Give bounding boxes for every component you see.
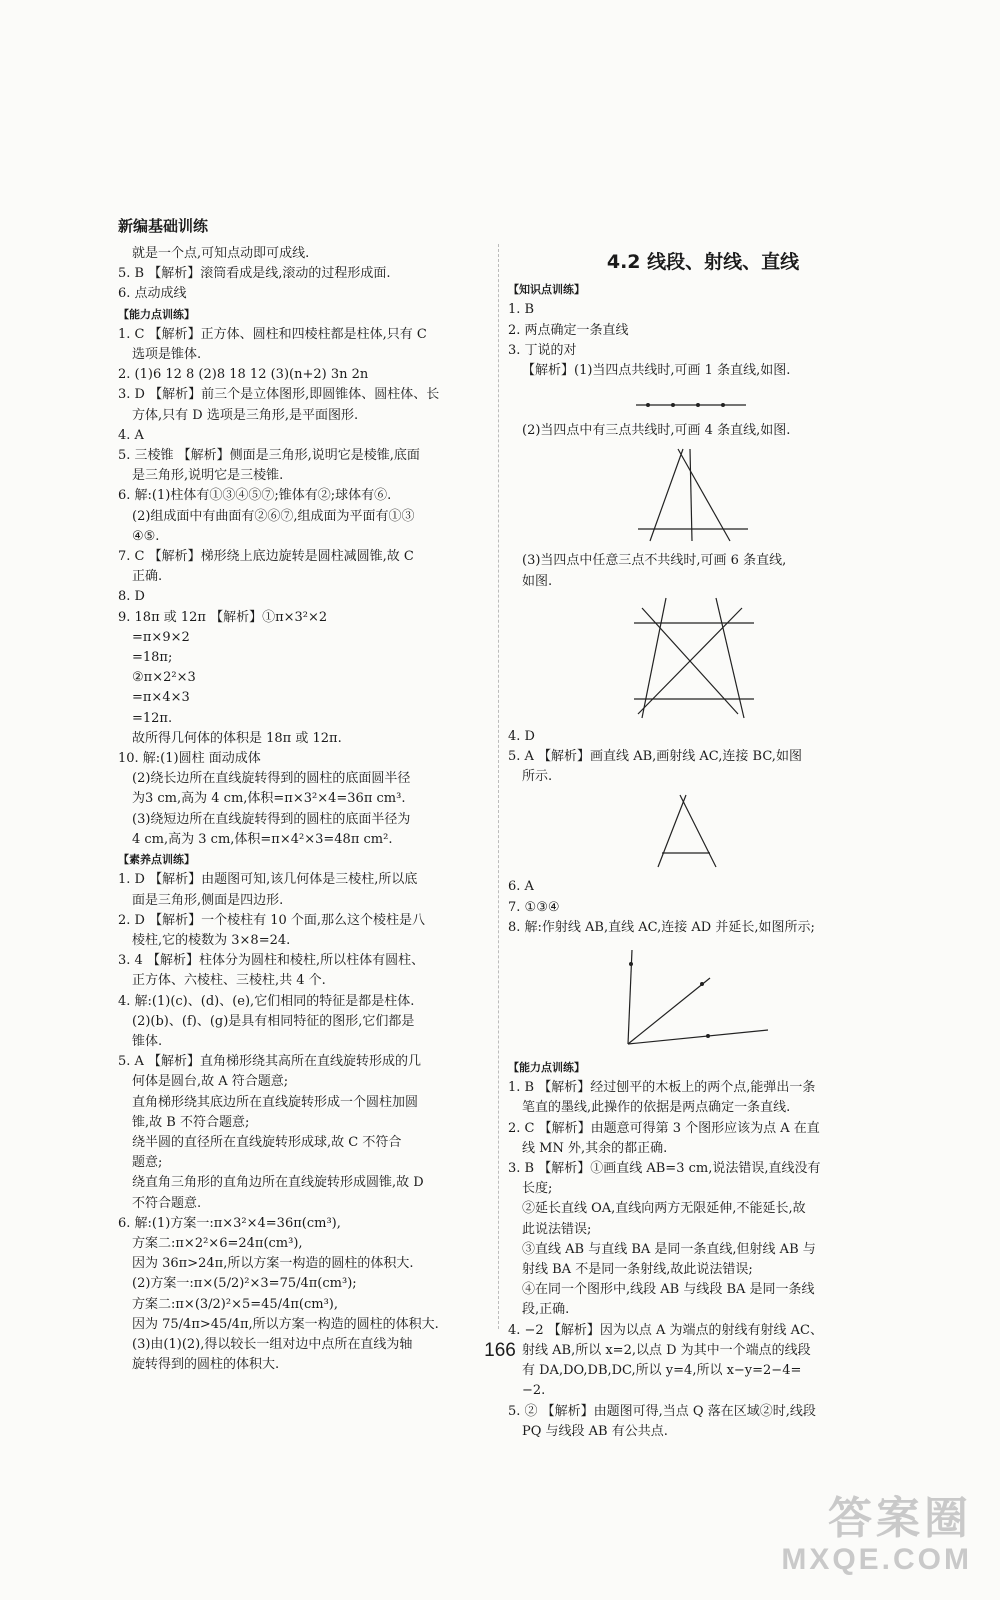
text-line: 3. 丁说的对 (508, 342, 577, 358)
text-line: 是三角形,说明它是三棱锥. (132, 468, 284, 484)
text-line: 4. D (508, 728, 535, 744)
page-number: 166 (484, 1340, 516, 1361)
text-line: 1. B 【解析】经过刨平的木板上的两个点,能弹出一条 (508, 1080, 816, 1096)
text-line: −2. (522, 1383, 546, 1399)
figure-triangle (508, 791, 858, 871)
answer-block (508, 877, 858, 938)
text-line: 方案二:π×(3/2)²×5=45/4π(cm³), (132, 1296, 338, 1312)
text-line: 6. 点动成线 (118, 286, 187, 302)
column-divider (498, 244, 499, 1329)
answer-block (508, 280, 858, 381)
book-header: 新编基础训练 (118, 217, 209, 235)
answer-block (508, 1058, 858, 1442)
text-line: 9. 18π 或 12π 【解析】①π×3²×2 (118, 609, 328, 625)
text-line: 题意; (132, 1155, 163, 1171)
text-line: PQ 与线段 AB 有公共点. (522, 1423, 668, 1439)
text-line: =π×9×2 (132, 629, 190, 645)
text-line: ②延长直线 OA,直线向两方无限延伸,不能延长,故 (522, 1201, 806, 1217)
text-line: 锥体. (132, 1033, 163, 1049)
text-line: 因为 75/4π>45/4π,所以方案一构造的圆柱的体积大. (132, 1316, 439, 1332)
text-line: 7. ①③④ (508, 899, 560, 915)
text-line: 笔直的墨线,此操作的依据是两点确定一条直线. (522, 1100, 791, 1116)
section-heading: 【素养点训练】 (118, 853, 195, 867)
text-line: 旋转得到的圆柱的体积大. (132, 1357, 280, 1373)
answer-block (508, 421, 858, 441)
text-line: 绕直角三角形的直角边所在直线旋转形成圆锥,故 D (132, 1175, 424, 1191)
text-line: 4. 解:(1)(c)、(d)、(e),它们相同的特征是都是柱体. (118, 993, 415, 1009)
answer-block (508, 551, 858, 591)
section-heading: 【知识点训练】 (508, 283, 585, 297)
text-line: (3)当四点中任意三点不共线时,可画 6 条直线, (522, 553, 787, 569)
text-line: ②π×2²×3 (132, 670, 196, 686)
text-line: 为3 cm,高为 4 cm,体积=π×3²×4=36π cm³. (132, 791, 406, 807)
text-line: 直角梯形绕其底边所在直线旋转形成一个圆柱加圆 (132, 1094, 419, 1110)
text-line: 正方体、六棱柱、三棱柱,共 4 个. (132, 973, 326, 989)
text-line: 故所得几何体的体积是 18π 或 12π. (132, 730, 342, 746)
text-line: 方案二:π×2²×6=24π(cm³), (132, 1235, 303, 1251)
text-line: 长度; (522, 1181, 553, 1197)
text-line: 3. 4 【解析】柱体分为圆柱和棱柱,所以柱体有圆柱、 (118, 953, 425, 969)
text-line: 锥,故 B 不符合题意; (132, 1114, 250, 1130)
text-line: 绕半圆的直径所在直线旋转形成球,故 C 不符合 (132, 1134, 402, 1150)
text-line: 2. (1)6 12 8 (2)8 18 12 (3)(n+2) 3n 2n (118, 367, 369, 383)
text-line: 5. ② 【解析】由题图可得,当点 Q 落在区域②时,线段 (508, 1403, 816, 1419)
text-line: 1. C 【解析】正方体、圆柱和四棱柱都是柱体,只有 C (118, 326, 427, 342)
text-line: 5. A 【解析】画直线 AB,画射线 AC,连接 BC,如图 (508, 749, 802, 765)
text-line: 5. B 【解析】滚筒看成是线,滚动的过程形成面. (118, 266, 391, 282)
text-line: 2. 两点确定一条直线 (508, 322, 629, 338)
text-line: 就是一个点,可知点动即可成线. (132, 246, 310, 261)
text-line: =12π. (132, 710, 173, 726)
section-heading: 【能力点训练】 (118, 307, 195, 321)
text-line: 3. B 【解析】①画直线 AB=3 cm,说法错误,直线没有 (508, 1161, 821, 1177)
text-line: 3. D 【解析】前三个是立体图形,即圆锥体、圆柱体、长 (118, 387, 440, 403)
text-line: 1. D 【解析】由题图可知,该几何体是三棱柱,所以底 (118, 872, 418, 888)
text-line: 选项是锥体. (132, 347, 202, 363)
text-line: (2)绕长边所在直线旋转得到的圆柱的底面圆半径 (132, 771, 411, 787)
text-line: 6. 解:(1)柱体有①③④⑤⑦;锥体有②;球体有⑥. (118, 488, 392, 504)
text-line: (2)方案一:π×(5/2)²×3=75/4π(cm³); (132, 1276, 357, 1292)
text-line: 线 MN 外,其余的都正确. (522, 1140, 668, 1156)
text-line: 5. A 【解析】直角梯形绕其高所在直线旋转形成的几 (118, 1054, 422, 1070)
text-line: =π×4×3 (132, 690, 190, 706)
text-line: ④⑤. (132, 528, 160, 544)
text-line: 因为 36π>24π,所以方案一构造的圆柱的体积大. (132, 1256, 414, 1272)
text-line: 射线 BA 不是同一条射线,故此说法错误; (522, 1262, 753, 1278)
text-line: 8. 解:作射线 AB,直线 AC,连接 AD 并延长,如图所示; (508, 919, 815, 935)
text-line: 10. 解:(1)圆柱 面动成体 (118, 751, 261, 767)
text-line: 何体是圆台,故 A 符合题意; (132, 1074, 289, 1090)
watermark-logo (781, 1495, 972, 1576)
text-line: 棱柱,它的棱数为 3×8=24. (132, 932, 291, 948)
text-line: 6. A (508, 879, 534, 895)
figure-collinear-points (508, 385, 858, 415)
text-line: 段,正确. (522, 1302, 570, 1318)
text-line: 正确. (132, 569, 163, 585)
text-line: 1. B (508, 302, 535, 318)
text-line: 面是三角形,侧面是四边形. (132, 892, 284, 908)
text-line: (3)由(1)(2),得以较长一组对边中点所在直线为轴 (132, 1336, 413, 1352)
answer-block (508, 727, 858, 788)
text-line: 不符合题意. (132, 1195, 202, 1211)
text-line: 4 cm,高为 3 cm,体积=π×4²×3=48π cm². (132, 831, 393, 847)
text-line: (2)(b)、(f)、(g)是具有相同特征的图形,它们都是 (132, 1013, 415, 1029)
text-line: ③直线 AB 与直线 BA 是同一条直线,但射线 AB 与 (522, 1241, 816, 1257)
figure-six-lines (508, 596, 858, 721)
text-line: 2. C 【解析】由题意可得第 3 个图形应该为点 A 在直 (508, 1120, 820, 1136)
text-line: (2)组成面中有曲面有②⑥⑦,组成面为平面有①③ (132, 508, 415, 524)
text-line: 5. 三棱锥 【解析】侧面是三角形,说明它是棱锥,底面 (118, 448, 420, 464)
text-line: 所示. (522, 769, 553, 785)
text-line: 4. −2 【解析】因为以点 A 为端点的射线有射线 AC、 (508, 1322, 823, 1338)
text-line: 如图. (522, 573, 553, 589)
left-column (118, 244, 490, 1375)
text-line: 4. A (118, 427, 144, 443)
section-title: 4.2 线段、射线、直线 (606, 251, 800, 273)
section-heading: 【能力点训练】 (508, 1061, 585, 1075)
text-line: 方体,只有 D 选项是三角形,是平面图形. (132, 407, 359, 423)
figure-three-collinear (508, 445, 858, 545)
text-line: 7. C 【解析】梯形绕上底边旋转是圆柱减圆锥,故 C (118, 549, 414, 565)
text-line: 2. D 【解析】一个棱柱有 10 个面,那么这个棱柱是八 (118, 912, 426, 928)
text-line: =18π; (132, 650, 173, 666)
watermark-text: 答案圈 (828, 1494, 972, 1543)
watermark-url: MXQE.COM (781, 1543, 972, 1577)
text-line: ④在同一个图形中,线段 AB 与线段 BA 是同一条线 (522, 1282, 815, 1298)
text-line: (2)当四点中有三点共线时,可画 4 条直线,如图. (522, 423, 791, 439)
figure-rays (508, 942, 858, 1052)
text-line: 【解析】(1)当四点共线时,可画 1 条直线,如图. (522, 363, 791, 379)
text-line: (3)绕短边所在直线旋转得到的圆柱的底面半径为 (132, 811, 411, 827)
text-line: 此说法错误; (522, 1221, 592, 1237)
text-line: 射线 AB,所以 x=2,以点 D 为其中一个端点的线段 (522, 1342, 811, 1358)
text-line: 有 DA,DO,DB,DC,所以 y=4,所以 x−y=2−4= (522, 1363, 802, 1379)
text-line: 8. D (118, 589, 145, 605)
right-column (508, 244, 858, 1442)
text-line: 6. 解:(1)方案一:π×3²×4=36π(cm³), (118, 1215, 341, 1231)
